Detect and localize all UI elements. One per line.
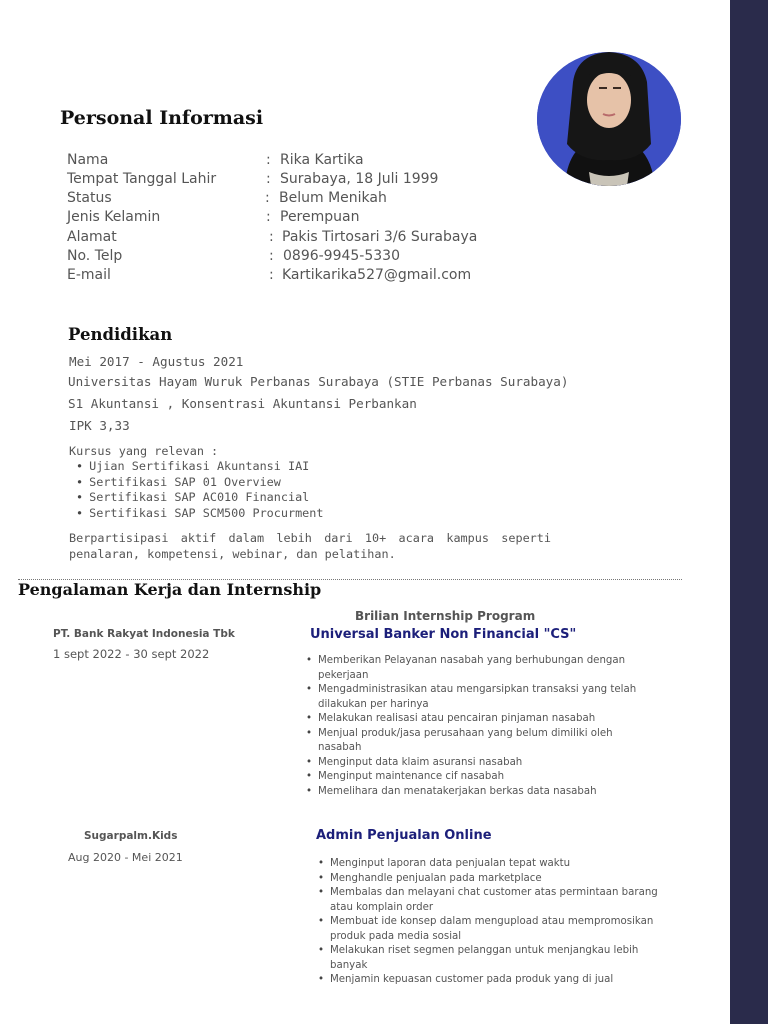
- duty-item: • Menginput laporan data penjualan tepat waktu: [318, 857, 658, 872]
- sidebar-decoration: [730, 0, 768, 1024]
- info-colon: :: [269, 267, 274, 283]
- courses-label: Kursus yang relevan :: [69, 444, 219, 458]
- info-label: Status: [67, 190, 112, 206]
- duty-item: • Melakukan riset segmen pelanggan untuk menjangkau lebih banyak: [318, 944, 658, 973]
- duty-item: • Menginput maintenance cif nasabah: [306, 770, 651, 785]
- info-label: Nama: [67, 152, 109, 168]
- education-major: S1 Akuntansi , Konsentrasi Akuntansi Perbankan: [68, 396, 417, 411]
- education-school: Universitas Hayam Wuruk Perbanas Surabaya (STIE Perbanas Surabaya): [68, 374, 569, 389]
- info-colon: :: [266, 209, 271, 225]
- personal-info-title: Personal Informasi: [60, 107, 264, 129]
- info-label: Alamat: [67, 229, 117, 245]
- info-colon: :: [269, 229, 274, 245]
- course-item: • Ujian Sertifikasi Akuntansi IAI: [76, 459, 324, 475]
- education-title: Pendidikan: [68, 325, 173, 344]
- job-duties: [318, 857, 658, 988]
- internship-program: Brilian Internship Program: [355, 609, 536, 623]
- info-value: Kartikarika527@gmail.com: [282, 267, 472, 283]
- info-colon: :: [269, 248, 274, 264]
- info-label: Tempat Tanggal Lahir: [67, 171, 217, 187]
- info-value: Surabaya, 18 Juli 1999: [280, 171, 439, 187]
- info-colon: :: [266, 171, 271, 187]
- duty-item: • Memberikan Pelayanan nasabah yang berhubungan dengan pekerjaan: [306, 654, 651, 683]
- duty-item: • Memelihara dan menatakerjakan berkas data nasabah: [306, 785, 651, 800]
- duty-item: • Mengadministrasikan atau mengarsipkan transaksi yang telah dilakukan per harinya: [306, 683, 651, 712]
- info-value: Rika Kartika: [280, 152, 364, 168]
- info-value: Belum Menikah: [279, 190, 387, 206]
- info-label: No. Telp: [67, 248, 123, 264]
- info-colon: :: [265, 190, 270, 206]
- info-value: Perempuan: [280, 209, 360, 225]
- info-value: Pakis Tirtosari 3/6 Surabaya: [282, 229, 478, 245]
- info-label: E-mail: [67, 267, 111, 283]
- info-value: 0896-9945-5330: [283, 248, 400, 264]
- duty-item: • Menjamin kepuasan customer pada produk yang di jual: [318, 973, 658, 988]
- education-gpa: IPK 3,33: [69, 418, 130, 433]
- job-company: PT. Bank Rakyat Indonesia Tbk: [53, 628, 235, 640]
- info-label: Jenis Kelamin: [67, 209, 161, 225]
- job-period: 1 sept 2022 - 30 sept 2022: [53, 647, 210, 661]
- profile-photo: [537, 52, 681, 186]
- duty-item: • Membalas dan melayani chat customer atas permintaan barang atau komplain order: [318, 886, 658, 915]
- duty-item: • Membuat ide konsep dalam mengupload atau mempromosikan produk pada media sosial: [318, 915, 658, 944]
- job-role: Admin Penjualan Online: [316, 828, 492, 843]
- duty-item: • Melakukan realisasi atau pencairan pinjaman nasabah: [306, 712, 651, 727]
- education-period: Mei 2017 - Agustus 2021: [69, 354, 244, 369]
- job-duties: [306, 654, 651, 799]
- job-period: Aug 2020 - Mei 2021: [68, 851, 183, 864]
- duty-item: • Menginput data klaim asuransi nasabah: [306, 756, 651, 771]
- duty-item: • Menghandle penjualan pada marketplace: [318, 872, 658, 887]
- experience-title: Pengalaman Kerja dan Internship: [18, 580, 322, 599]
- duty-item: • Menjual produk/jasa perusahaan yang belum dimiliki oleh nasabah: [306, 727, 651, 756]
- job-role: Universal Banker Non Financial "CS": [310, 627, 577, 642]
- course-list: [76, 459, 324, 521]
- info-colon: :: [266, 152, 271, 168]
- course-item: • Sertifikasi SAP SCM500 Procurment: [76, 506, 324, 522]
- course-item: • Sertifikasi SAP 01 Overview: [76, 475, 324, 491]
- course-item: • Sertifikasi SAP AC010 Financial: [76, 490, 324, 506]
- job-company: Sugarpalm.Kids: [84, 830, 178, 842]
- education-activity: Berpartisipasi aktif dalam lebih dari 10+ acara kampus seperti penalaran, kompetensi, webinar, dan pelatihan.: [69, 531, 551, 561]
